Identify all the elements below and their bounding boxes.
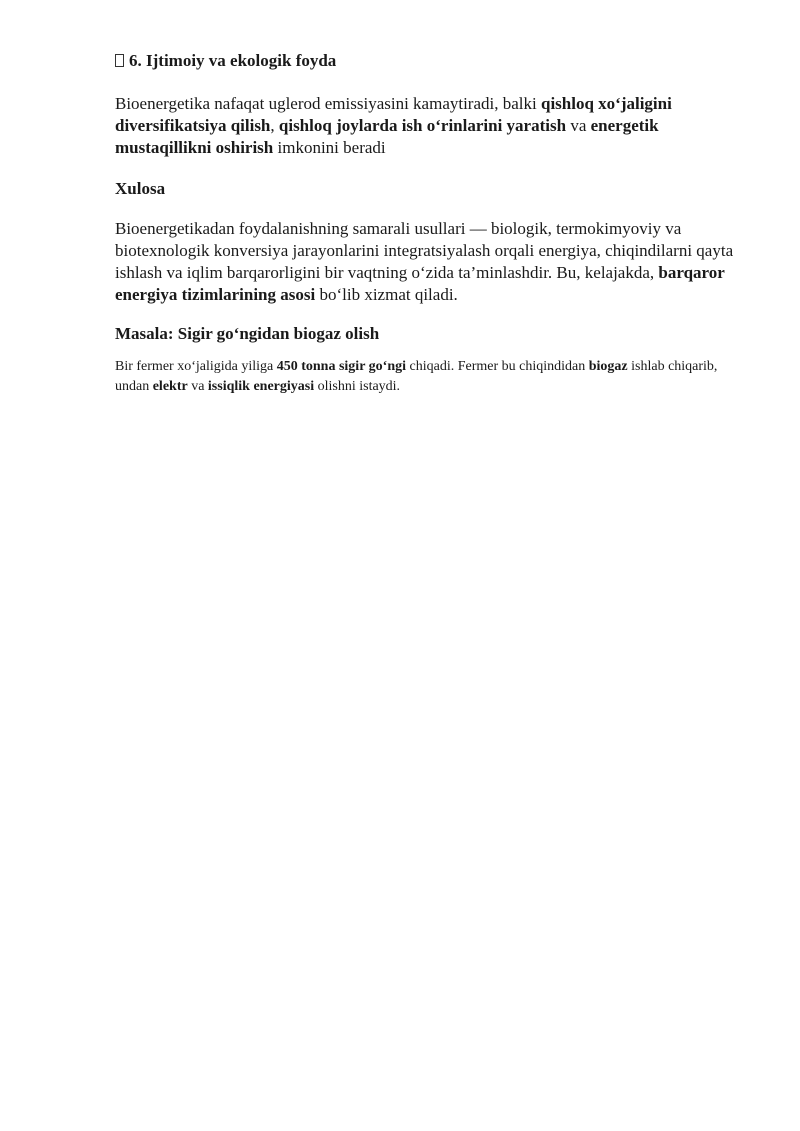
bold-run: barqaror energiya tizimlarining asosi — [115, 263, 725, 304]
text-run: imkonini beradi — [273, 138, 386, 157]
xulosa-heading: Xulosa — [115, 179, 166, 198]
masala-heading: Masala: Sigir go‘ngidan biogaz olish — [115, 324, 380, 343]
bold-run: issiqlik energiyasi — [207, 379, 315, 394]
document-page — [115, 50, 750, 397]
text-run: chiqadi. Fermer bu chiqindidan — [406, 359, 589, 374]
bold-run: qishloq xo‘jaligini diversifikatsiya qilish — [115, 94, 672, 135]
bold-run: biogaz — [588, 359, 628, 374]
bold-run: 450 tonna sigir go‘ngi — [276, 359, 406, 374]
bold-run: elektr — [152, 379, 188, 394]
text-run: , — [270, 116, 279, 135]
bold-run: energetik mustaqillikni oshirish — [115, 116, 659, 157]
text-run: va — [566, 116, 591, 135]
section-6-title: 6. Ijtimoiy va ekologik foyda — [129, 51, 337, 70]
text-run: va — [187, 379, 208, 394]
text-run: ishlab chiqarib, undan — [115, 359, 718, 394]
section-6-paragraph — [115, 93, 750, 159]
text-run: bo‘lib xizmat qiladi. — [315, 285, 458, 304]
text-run: olishni istaydi. — [314, 379, 401, 394]
section-6-heading — [115, 50, 750, 72]
masala-paragraph — [115, 357, 750, 397]
bold-run: qishloq joylarda ish o‘rinlarini yaratish — [278, 116, 567, 135]
text-run: Bioenergetikadan foydalanishning samarali usullari — biologik, termokimyoviy va biotexnologik konversiya jarayonlarini integratsiyalash orqali energiya, chiqindilarni qayta ishlash va iqlim barqarorligini bir vaqtning o‘zida ta’minlashdir. Bu, kelajakda, — [115, 219, 734, 282]
square-glyph-icon — [115, 54, 124, 67]
text-run: Bir fermer xo‘jaligida yiliga — [115, 359, 277, 374]
text-run: Bioenergetika nafaqat uglerod emissiyasini kamaytiradi, balki — [115, 94, 541, 113]
xulosa-paragraph — [115, 218, 750, 306]
